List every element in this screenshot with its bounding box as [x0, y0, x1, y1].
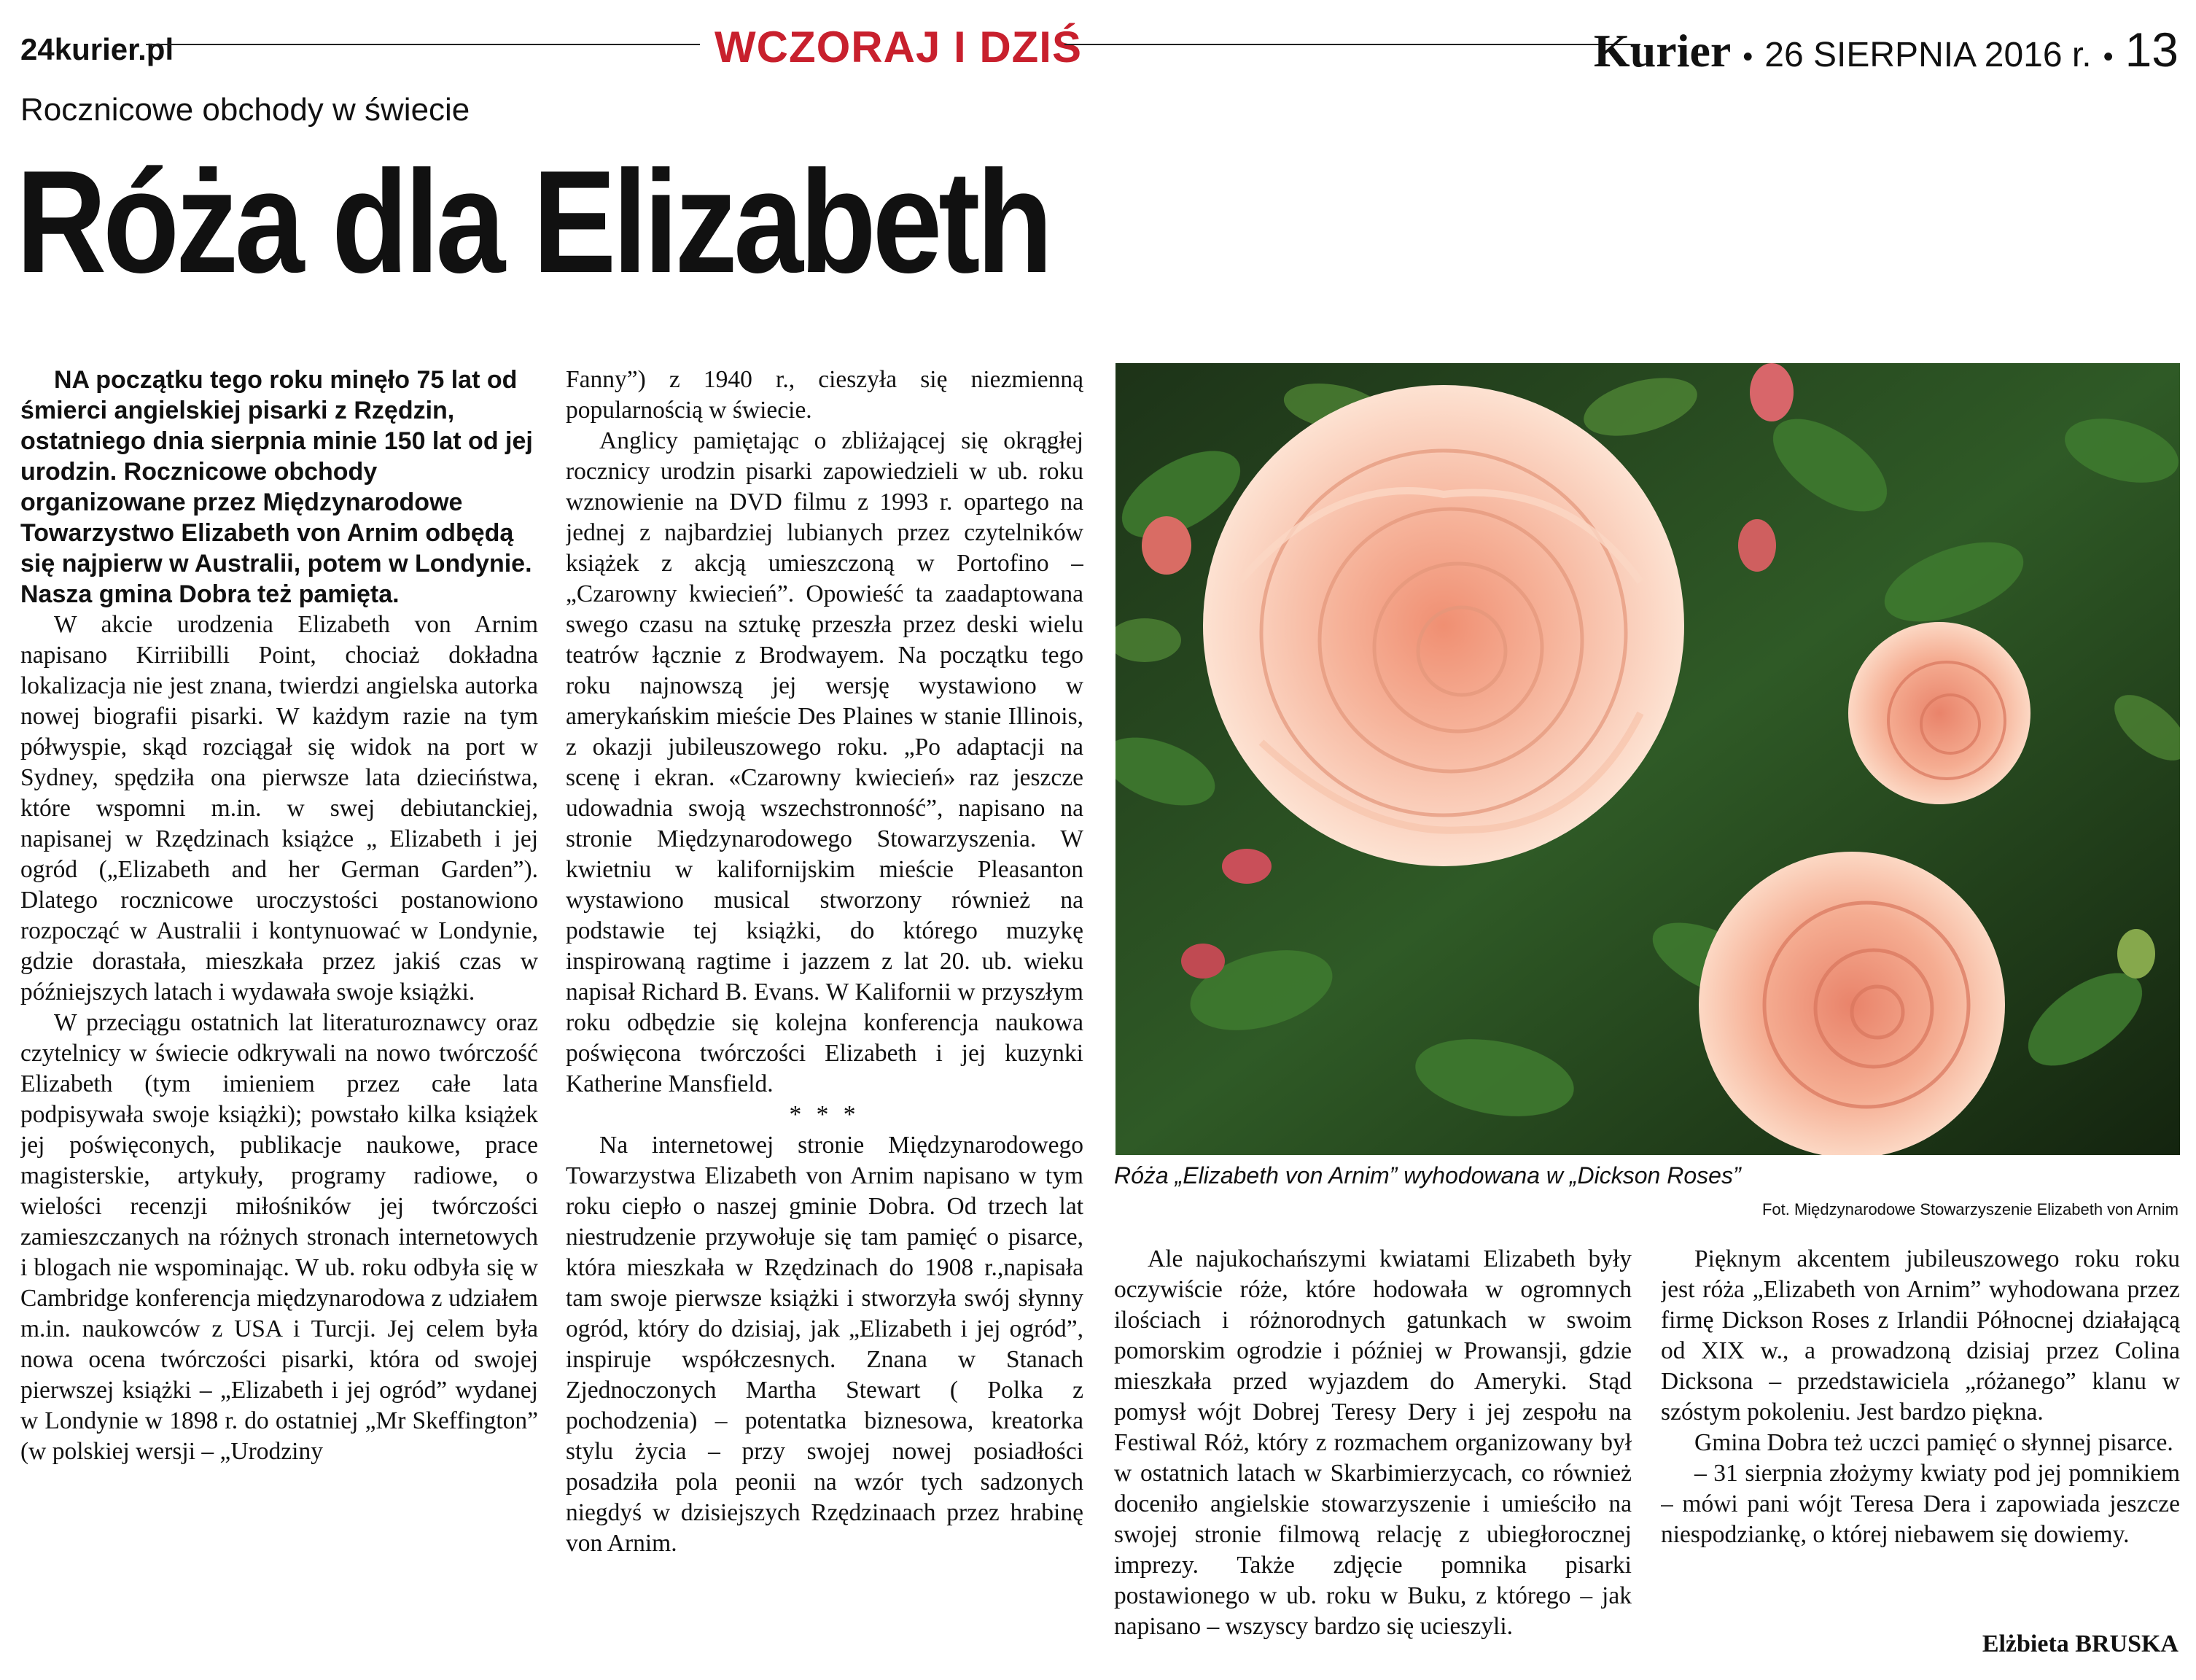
masthead-group [1594, 22, 2179, 78]
paragraph: Anglicy pamiętając o zbliżającej się okrągłej rocznicy urodzin pisarki zapowiedzieli w ub. roku wznowienie na DVD filmu z 1993 r. opartego na jednej z najbardziej lubianych przez czytelników książek z akcją umieszczoną w Portofino – „Czarowny kwiecień”. Opowieść ta zaadaptowana swego czasu na sztukę przeszła przez deski wielu teatrów łącznie z Brodwayem. Na początku tego roku najnowszą jej wersję wystawiono w amerykańskim mieście Des Plaines w stanie Illinois, z okazji jubileuszowego roku. „Po adaptacji na scenę i ekran. «Czarowny kwiecień» raz jeszcze udowadnia swoją wszechstronność”, napisano na stronie Międzynarodowego Stowarzyszenia. W kwietniu w kalifornijskim mieście Pleasanton wystawiono musical stworzony również na podstawie tej książki, do którego muzykę inspirowaną ragtime i jazzem z lat 20. ub. wieku napisał Richard B. Evans. W Kalifornii w przyszłym roku odbędzie się kolejna konferencja naukowa poświęcona twórczości Elizabeth i jej kuzynki Katherine Mansfield. [566, 427, 1083, 1097]
column-4 [1661, 1244, 2180, 1670]
issue-date: 26 SIERPNIA 2016 r. [1764, 36, 2092, 74]
paragraph: Fanny”) z 1940 r., cieszyła się niezmienną popularnością w świecie. [566, 366, 1083, 424]
rose-illustration [1115, 363, 2180, 1155]
paragraph: Ale najukochańszymi kwiatami Elizabeth były oczywiście róże, które hodowała w ogromnych ilościach i różnorodnych gatunkach w swoim pomorskim ogrodzie i później w Prowansji, gdzie mieszkała przed wyjazdem do Ameryki. Stąd pomysł wójt Dobrej Teresy Dery i jej zespołu na Festiwal Róż, który z rozmachem organizowany był w ostatnich latach w Skarbimierzycach, co również doceniło angielskie stowarzyszenie i umieściło na swojej stronie filmową relację z ubiegłorocznej imprezy. Także zdjęcie pomnika pisarki postawionego w ub. roku w Buku, z którego – jak napisano – wszyscy bardzo się ucieszyli. [1114, 1245, 1632, 1640]
rose-photo [1115, 363, 2180, 1155]
column-2 [566, 365, 1083, 1670]
author-signature: Elżbieta BRUSKA [1982, 1630, 2179, 1657]
masthead: Kurier [1593, 25, 1732, 77]
small-rose [1848, 622, 2030, 804]
section-title: WCZORAJ I DZIŚ [715, 23, 1082, 71]
headline: Róża dla Elizabeth [16, 141, 1050, 303]
lead-paragraph: NA początku tego roku minęło 75 lat od śmierci angielskiej pisarki z Rzędzin, ostatniego dnia sierpnia minie 150 lat od jej urodzin. Rocznicowe obchody organizowane przez Międzynarodowe Towarzystwo Elizabeth von Arnim odbędą się najpierw w Australii, potem w Londynie. Nasza gmina Dobra też pamięta. [20, 366, 533, 608]
photo-credit: Fot. Międzynarodowe Stowarzyszenie Elizabeth von Arnim [1761, 1200, 2179, 1218]
kicker: Rocznicowe obchody w świecie [20, 92, 470, 128]
large-rose [1203, 385, 1684, 866]
paragraph: W akcie urodzenia Elizabeth von Arnim napisano Kirriibilli Point, chociaż dokładna lokalizacja nie jest znana, twierdzi angielska autorka nowej biografii pisarki. W każdym razie na tym półwyspie, skąd rozciągał się widok na port w Sydney, spędziła ona pierwsze lata dzieciństwa, które wspomni m.in. w swej debiutanckiej, napisanej w Rzędzinach książce „ Elizabeth i jej ogród („Elizabeth and her German Garden”). Dlatego rocznicowe uroczystości postanowiono rozpocząć w Australii i kontynuować w Londynie, gdzie dorastała, mieszkała przez jakiś czas w późniejszych latach i wydawała swoje książki. [20, 611, 538, 1006]
column-1 [20, 365, 538, 1670]
header-rule-left [146, 44, 700, 45]
paragraph: Na internetowej stronie Międzynarodowego Towarzystwa Elizabeth von Arnim napisano w tym roku ciepło o naszej gminie Dobra. Od trzech lat niestrudzenie przywołuje się tam pamięć o pisarce, która mieszkała w Rzędzinach do 1908 r.,napisała tam swoje pierwsze książki i stworzyła swój słynny ogród, który do dzisiaj, jak „Elizabeth i jej ogród”, inspiruje współczesnych. Znana w Stanach Zjednoczonych Martha Stewart ( Polka z pochodzenia) – potentatka biznesowa, kreatorka stylu życia – przy swojej nowej posiadłości posadziła pola peonii na wzór tych sadzonych niegdyś w dzisiejszych Rzędzinaach przez hrabinę von Arnim. [566, 1132, 1083, 1557]
page-number: 13 [2125, 23, 2179, 77]
paragraph: Gmina Dobra też uczci pamięć o słynnej pisarce. [1694, 1429, 2173, 1456]
photo-caption: Róża „Elizabeth von Arnim” wyhodowana w „Dickson Roses” [1114, 1162, 1741, 1189]
paragraph: Pięknym akcentem jubileuszowego roku roku jest róża „Elizabeth von Arnim” wyhodowana przez firmę Dickson Roses z Irlandii Północnej działającą od XIX w., a prowadzoną dzisiaj przez Colina Dicksona – przedstawiciela „różanego” klanu w szóstym pokoleniu. Jest bardzo piękna. [1661, 1245, 2180, 1426]
separator-dot: • [1743, 41, 1753, 73]
lower-rose [1699, 852, 2005, 1155]
separator-dot: • [2103, 41, 2114, 73]
site-url: 24kurier.pl [20, 32, 174, 66]
section-break: * * * [789, 1101, 860, 1128]
column-3 [1114, 1244, 1632, 1670]
paragraph: W przeciągu ostatnich lat literaturoznawcy oraz czytelnicy w świecie odkrywali na nowo twórczość Elizabeth (tym imieniem przez całe lata podpisywała swoje książki); powstało kilka książek jej poświęconych, publikacje naukowe, prace magisterskie, artykuły, programy radiowe, o wielości recenzji miłośników jej twórczości zamieszczanych na różnych stronach internetowych i blogach nie wspominając. W ub. roku odbyła się w Cambridge konferencja międzynarodowa z udziałem m.in. naukowców z USA i Turcji. Jej celem była nowa ocena twórczości pisarki, która od swojej pierwszej książki – „Elizabeth i jej ogród” wydanej w Londynie w 1898 r. do ostatniej „Mr Skeffington” (w polskiej wersji – „Urodziny [20, 1009, 538, 1465]
header-rule-right [1064, 44, 1640, 45]
paragraph: – 31 sierpnia złożymy kwiaty pod jej pomnikiem – mówi pani wójt Teresa Dera i zapowiada jeszcze niespodziankę, o której niebawem się dowiemy. [1661, 1460, 2180, 1548]
